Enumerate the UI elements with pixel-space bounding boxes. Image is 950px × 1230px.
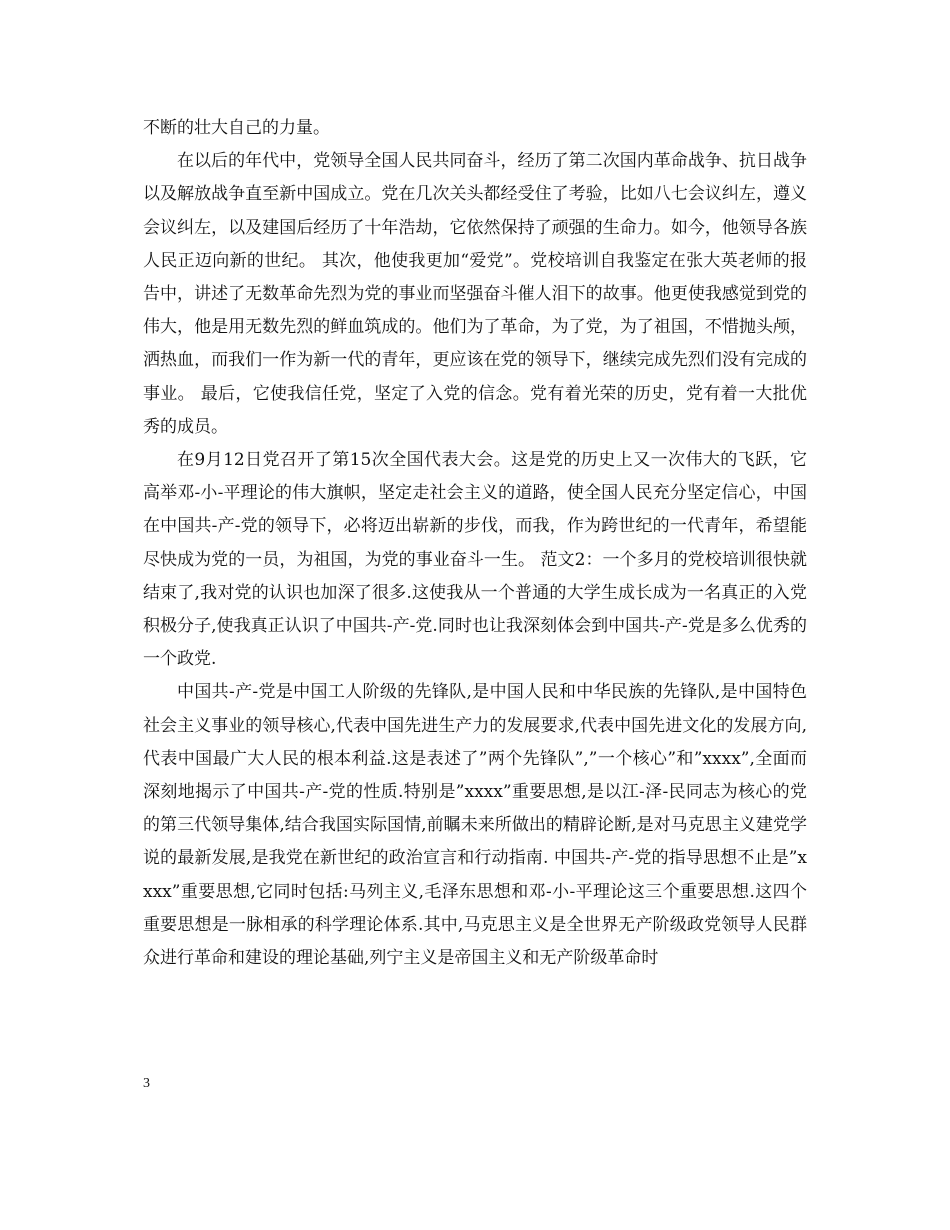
- paragraph-2: 在以后的年代中，党领导全国人民共同奋斗，经历了第二次国内革命战争、抗日战争以及解放战争直至新中国成立。党在几次关头都经受住了考验，比如八七会议纠左，遵义会议纠左，以及建国后经历了十年浩劫，它依然保持了顽强的生命力。如今，他领导各族人民正迈向新的世纪。 其次，他使我更加“爱党”。党校培训自我鉴定在张大英老师的报告中，讲述了无数革命先烈为党的事业而坚强奋斗催人泪下的故事。他更使我感觉到党的伟大，他是用无数先烈的鲜血筑成的。他们为了革命，为了党，为了祖国，不惜抛头颅，洒热血，而我们一作为新一代的青年，更应该在党的领导下，继续完成先烈们没有完成的事业。 最后，它使我信任党，坚定了入党的信念。党有着光荣的历史，党有着一大批优秀的成员。: [143, 151, 807, 437]
- document-body: [143, 112, 807, 975]
- paragraph-4: 中国共-产-党是中国工人阶级的先锋队,是中国人民和中华民族的先锋队,是中国特色社会主义事业的领导核心,代表中国先进生产力的发展要求,代表中国先进文化的发展方向,代表中国最广大人民的根本利益.这是表述了”两个先锋队”,”一个核心”和”xxxx”,全面而深刻地揭示了中国共-产-党的性质.特别是”xxxx”重要思想,是以江-泽-民同志为核心的党的第三代领导集体,结合我国实际国情,前瞩未来所做出的精辟论断,是对马克思主义建党学说的最新发展,是我党在新世纪的政治宣言和行动指南. 中国共-产-党的指导思想不止是”xxxx”重要思想,它同时包括:马列主义,毛泽东思想和邓-小-平理论这三个重要思想.这四个重要思想是一脉相承的科学理论体系.其中,马克思主义是全世界无产阶级政党领导人民群众进行革命和建设的理论基础,列宁主义是帝国主义和无产阶级革命时: [143, 682, 807, 969]
- paragraph-1: 不断的壮大自己的力量。: [143, 118, 330, 138]
- paragraph-3: 在9月12日党召开了第15次全国代表大会。这是党的历史上又一次伟大的飞跃，它高举邓-小-平理论的伟大旗帜，坚定走社会主义的道路，使全国人民充分坚定信心，中国在中国共-产-党的领导下，必将迈出崭新的步伐，而我，作为跨世纪的一代青年，希望能尽快成为党的一员，为祖国，为党的事业奋斗一生。 范文2：一个多月的党校培训很快就结束了,我对党的认识也加深了很多.这使我从一个普通的大学生成长成为一名真正的入党积极分子,使我真正认识了中国共-产-党.同时也让我深刻体会到中国共-产-党是多么优秀的一个政党.: [143, 450, 807, 670]
- page-number: 3: [143, 1076, 150, 1091]
